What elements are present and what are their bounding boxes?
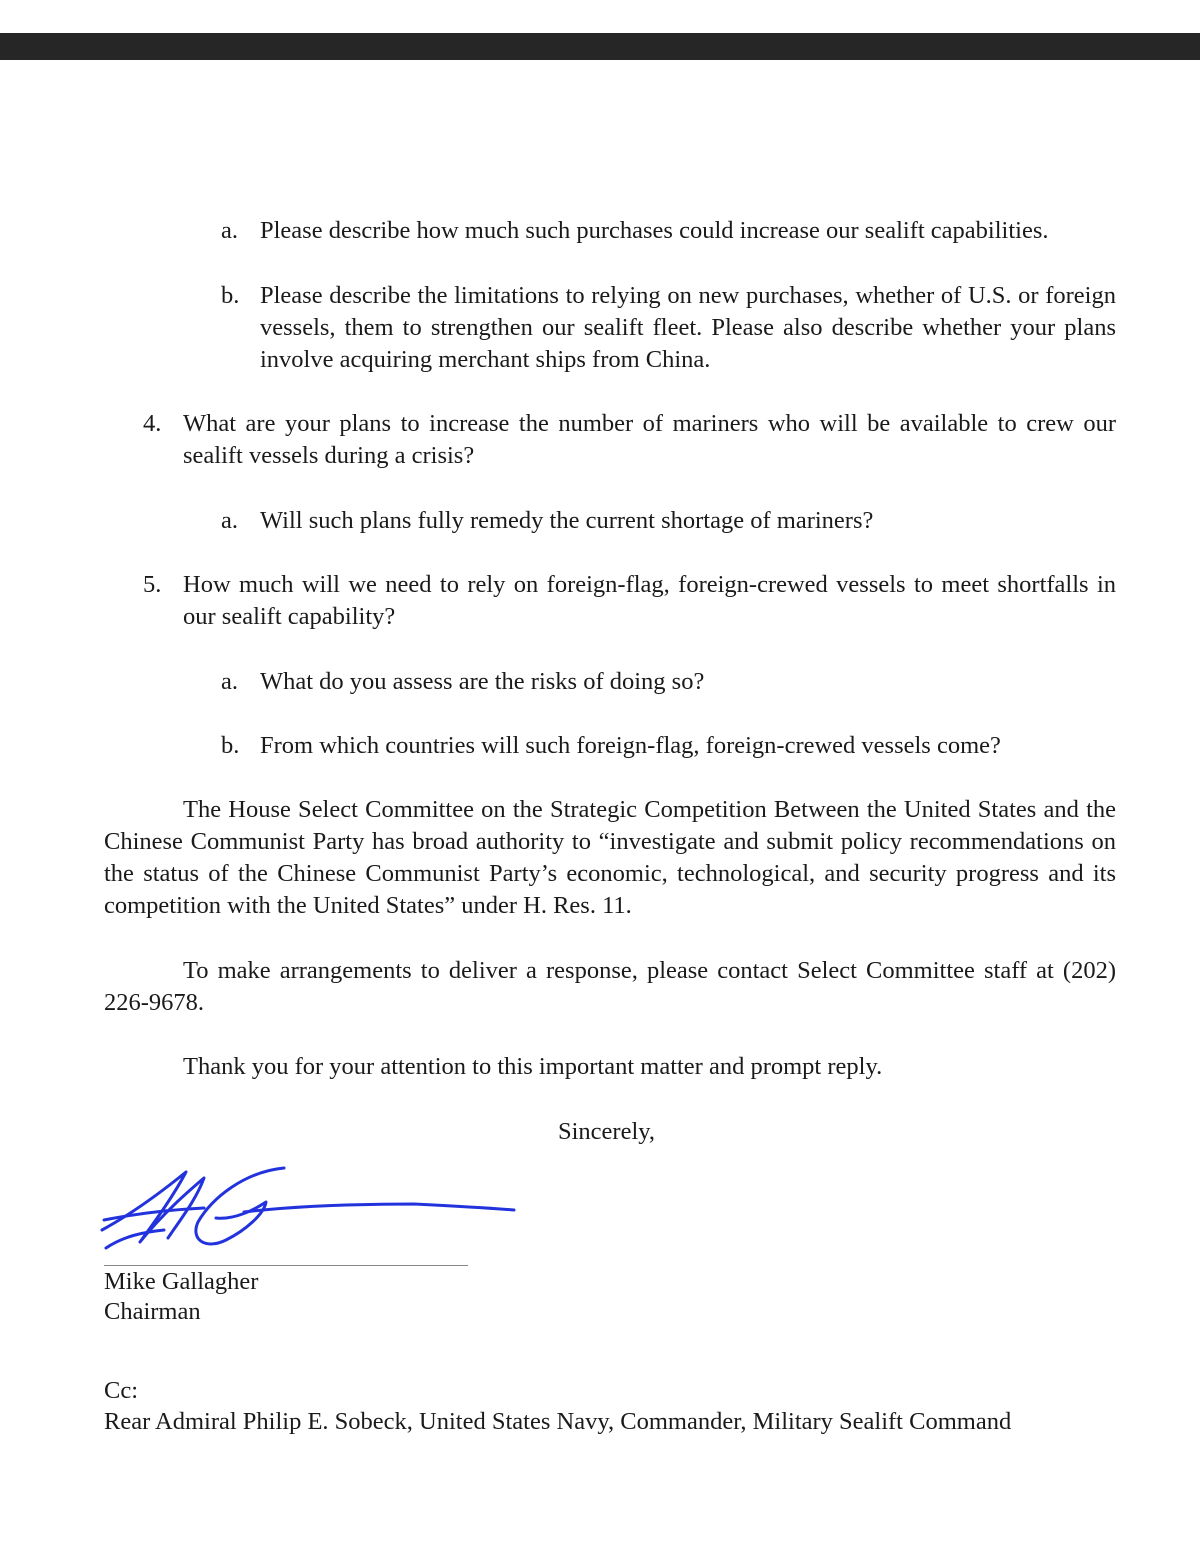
sub-item-5a-marker: a. [221,668,238,695]
signature-icon [94,1160,524,1260]
top-bar [0,33,1200,60]
sub-item-5a-text: What do you assess are the risks of doing so? [260,668,705,695]
contact-paragraph: To make arrangements to deliver a response, please contact Select Committee staff at (202) 226-9678. [104,957,1116,1016]
sub-item-3b-text: Please describe the limitations to relying on new purchases, whether of U.S. or foreign vessels, them to strengthen our sealift fleet. Please also describe whether your plans involve acquiring merchant ships from China. [260,282,1116,373]
question-4-marker: 4. [143,410,162,437]
cc-label: Cc: [104,1377,139,1404]
sub-item-3a-marker: a. [221,217,238,244]
thanks-paragraph: Thank you for your attention to this important matter and prompt reply. [183,1053,883,1080]
sub-item-3a-text: Please describe how much such purchases could increase our sealift capabilities. [260,217,1049,244]
closing: Sincerely, [558,1118,656,1145]
sub-item-4a-text: Will such plans fully remedy the current shortage of mariners? [260,507,874,534]
sub-item-5b-text: From which countries will such foreign-flag, foreign-crewed vessels come? [260,732,1001,759]
signatory-title: Chairman [104,1298,201,1325]
signatory-name: Mike Gallagher [104,1268,259,1295]
sub-item-5b-marker: b. [221,732,240,759]
authority-paragraph: The House Select Committee on the Strategic Competition Between the United States and the Chinese Communist Party has broad authority to “investigate and submit policy recommendations on the status of the Chinese Communist Party’s economic, technological, and security progress and its competition with the United States” under H. Res. 11. [104,796,1116,919]
sub-item-4a-marker: a. [221,507,238,534]
question-5-marker: 5. [143,571,162,598]
question-5-text: How much will we need to rely on foreign-flag, foreign-crewed vessels to meet shortfalls in our sealift capability? [183,571,1116,630]
question-4-text: What are your plans to increase the number of mariners who will be available to crew our sealift vessels during a crisis? [183,410,1116,469]
sub-item-3b-marker: b. [221,282,240,309]
cc-recipient: Rear Admiral Philip E. Sobeck, United States Navy, Commander, Military Sealift Command [104,1408,1012,1435]
